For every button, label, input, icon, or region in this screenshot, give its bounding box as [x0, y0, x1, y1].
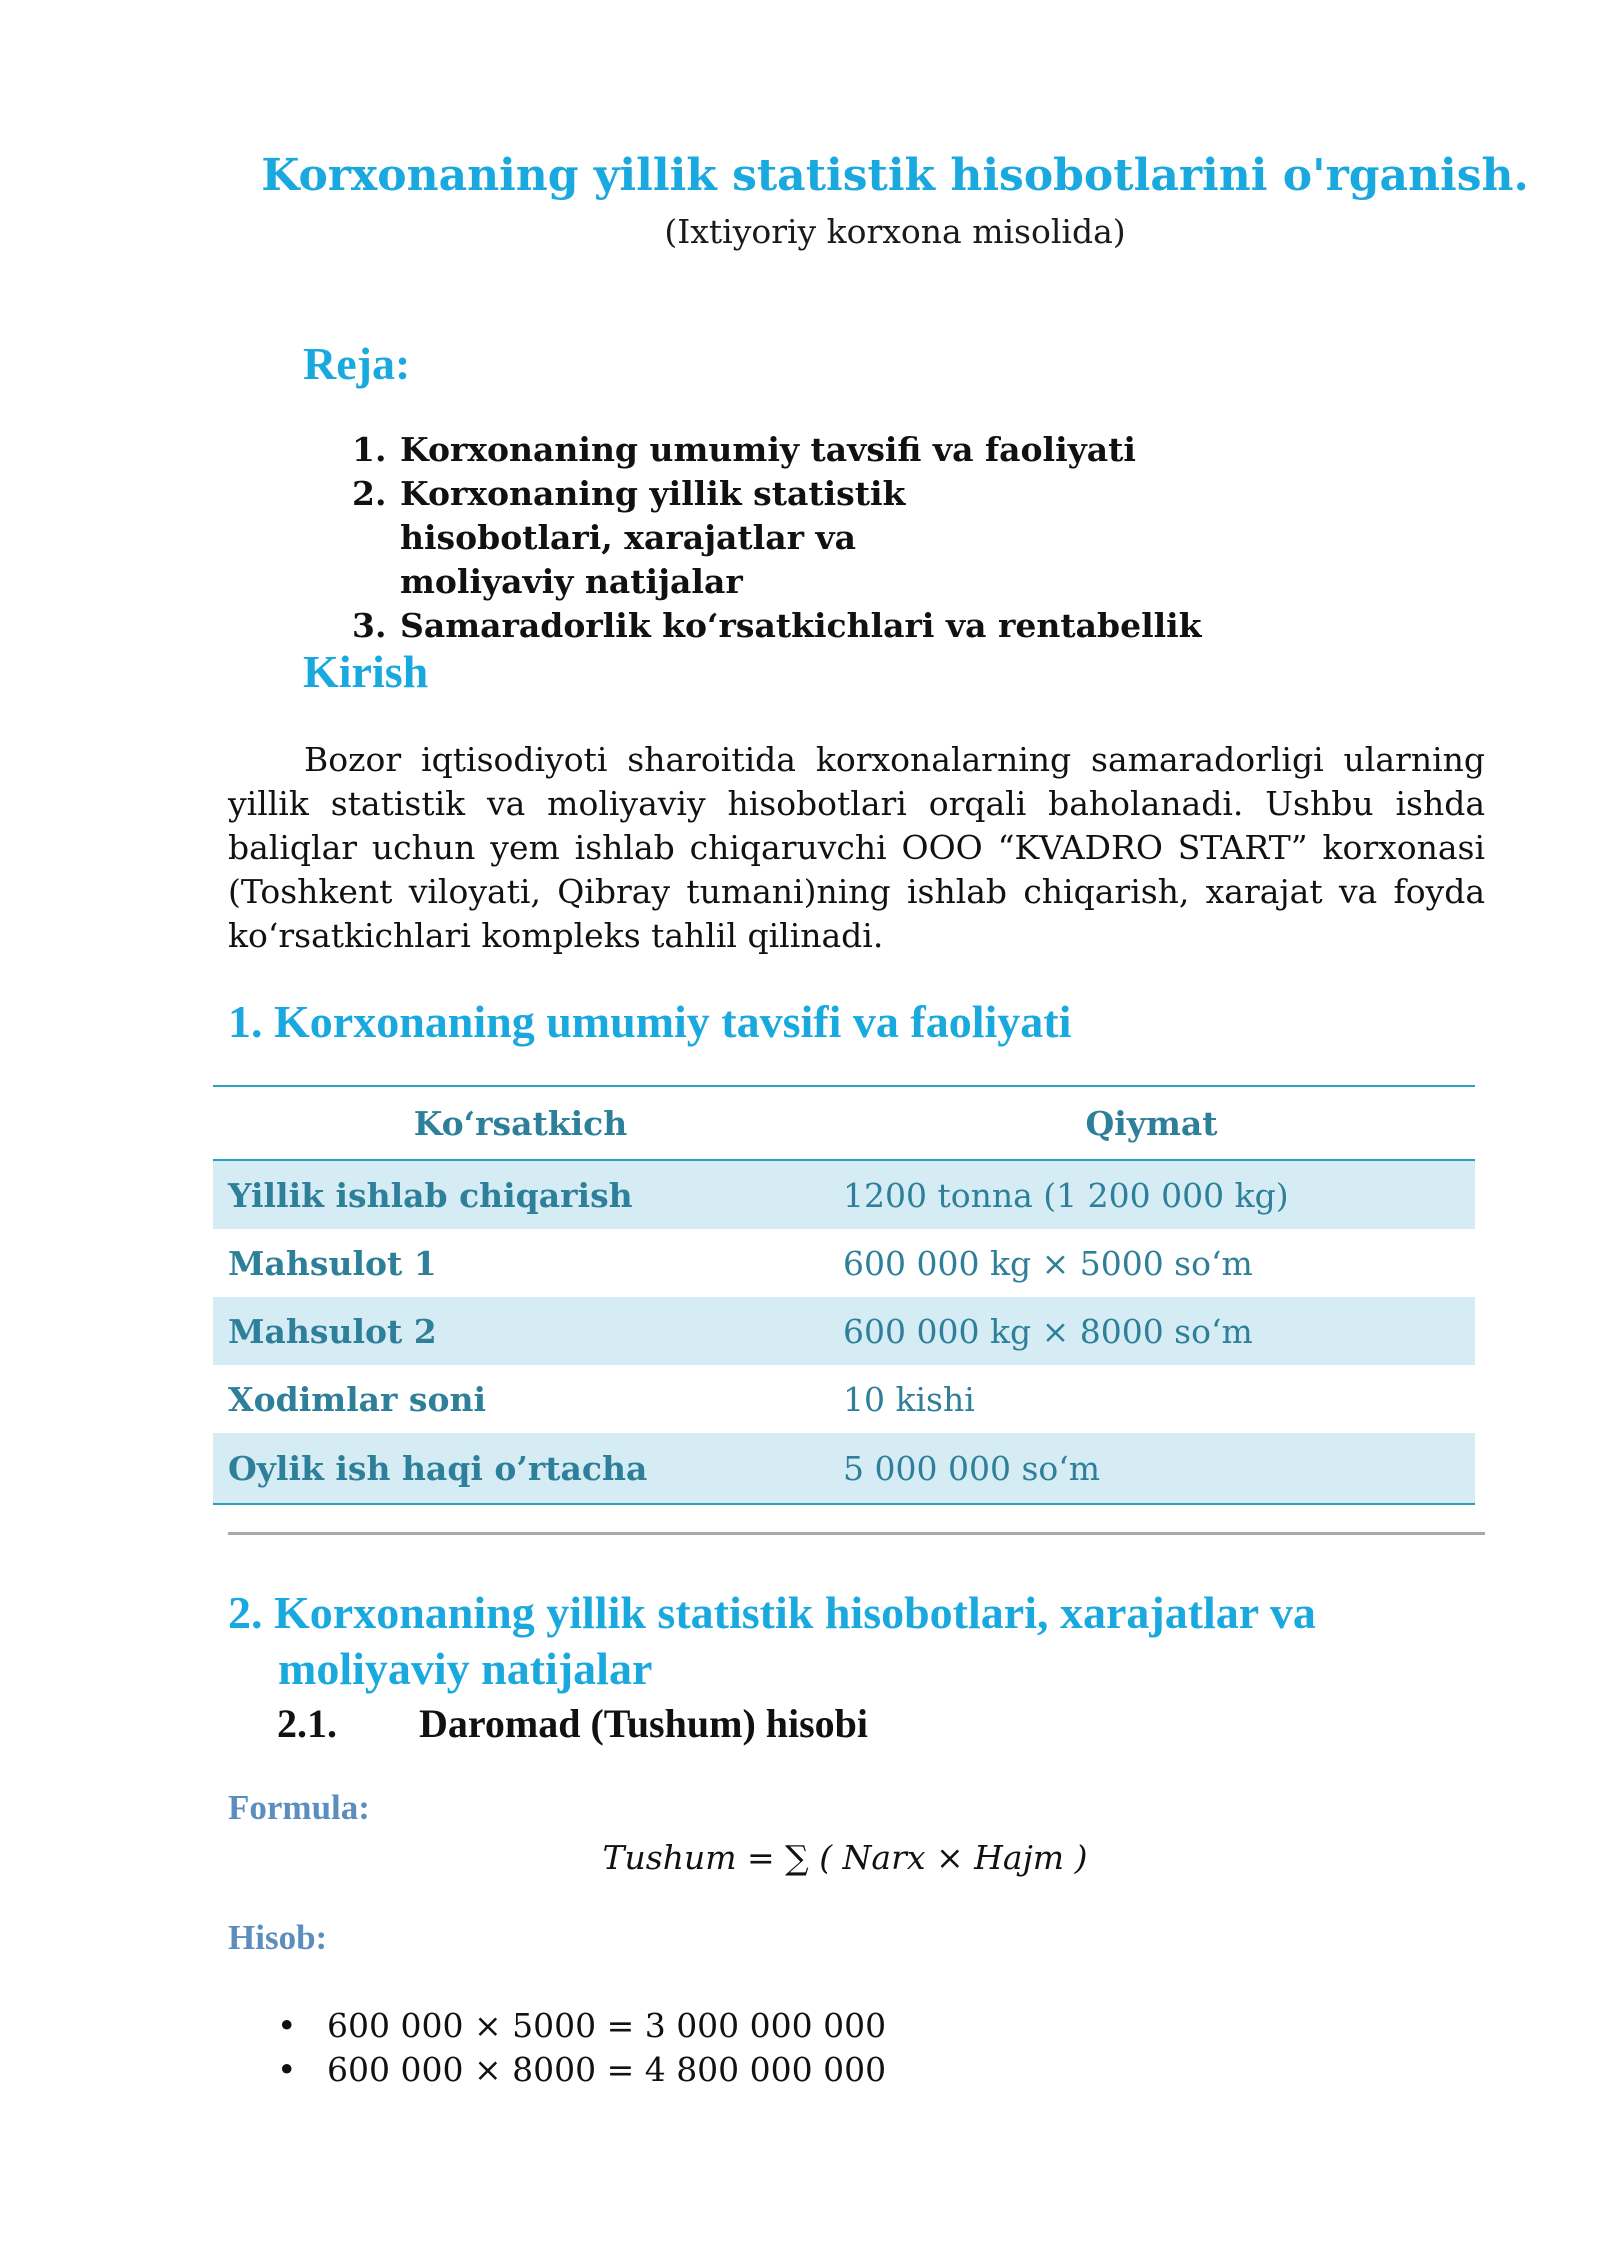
bullet-icon: •	[277, 2006, 297, 2045]
section2-heading-line1: 2. Korxonaning yillik statistik hisobotlari, xarajatlar va	[228, 1587, 1316, 1638]
table-cell-indicator: Xodimlar soni	[228, 1379, 487, 1419]
table-cell-value: 5 000 000 so‘m	[828, 1433, 1475, 1504]
section1-heading: 1. Korxonaning umumiy tavsifi va faoliyati	[228, 996, 1072, 1047]
subsection-heading	[277, 1700, 868, 1747]
plan-item-text: Samaradorlik ko‘rsatkichlari va rentabellik	[400, 606, 1202, 645]
table-header-row	[213, 1086, 1475, 1160]
plan-item-text: Korxonaning umumiy tavsifi va faoliyati	[400, 430, 1136, 469]
plan-item-number: 3.	[352, 606, 387, 645]
calculation-label: Hisob:	[228, 1918, 328, 1957]
table-row	[213, 1297, 1475, 1365]
document-subtitle: (Ixtiyoriy korxona misolida)	[664, 212, 1126, 251]
table-cell-indicator: Mahsulot 2	[213, 1297, 828, 1365]
company-overview-table	[213, 1085, 1475, 1505]
plan-item-text: Korxonaning yillik statistik hisobotlari, xarajatlar va moliyaviy natijalar	[400, 474, 906, 601]
table-row	[213, 1229, 1475, 1297]
column-header: Ko‘rsatkich	[213, 1086, 828, 1160]
calculation-text: 600 000 × 8000 = 4 800 000 000	[327, 2050, 887, 2089]
table-cell-indicator: Yillik ishlab chiqarish	[213, 1160, 828, 1229]
section2-heading	[228, 1585, 1478, 1697]
plan-item-number: 2.	[352, 474, 387, 513]
table-cell-indicator: Oylik ish haqi o’rtacha	[213, 1433, 828, 1504]
calculation-list	[277, 2004, 886, 2092]
table-row	[213, 1433, 1475, 1504]
list-item	[277, 2004, 886, 2048]
intro-heading: Kirish	[303, 646, 429, 697]
section2-heading-line2: moliyaviy natijalar	[278, 1643, 653, 1694]
revenue-formula: Tushum = ∑ ( Narx × Hajm )	[602, 1838, 1088, 1877]
horizontal-divider	[228, 1532, 1485, 1535]
subsection-title: Daromad (Tushum) hisobi	[419, 1701, 869, 1746]
document-title: Korxonaning yillik statistik hisobotlarini o'rganish.	[261, 150, 1529, 201]
plan-item-number: 1.	[352, 430, 387, 469]
list-item	[277, 2048, 886, 2092]
plan-item	[352, 604, 1352, 648]
table-cell-value: 600 000 kg × 5000 so‘m	[843, 1243, 1253, 1283]
intro-paragraph: Bozor iqtisodiyoti sharoitida korxonalarning samaradorligi ularning yillik statistik va moliyaviy hisobotlari orqali baholanadi. Ushbu ishda baliqlar uchun yem ishlab chiqaruvchi OOO “KVADRO START” korxonasi (Toshkent viloyati, Qibray tumani)ning ishlab chiqarish, xarajat va foyda ko‘rsatkichlari kompleks tahlil qilinadi.	[228, 740, 1485, 955]
table-cell-indicator: Mahsulot 1	[228, 1243, 437, 1283]
table-cell-value: 1200 tonna (1 200 000 kg)	[828, 1160, 1475, 1229]
table-cell-value: 10 kishi	[843, 1379, 975, 1419]
calculation-text: 600 000 × 5000 = 3 000 000 000	[327, 2006, 887, 2045]
table-row	[213, 1160, 1475, 1229]
bullet-icon: •	[277, 2050, 297, 2089]
formula-label: Formula:	[228, 1788, 370, 1827]
plan-heading: Reja:	[303, 338, 411, 389]
subsection-number: 2.1.	[277, 1701, 337, 1746]
column-header: Qiymat	[828, 1086, 1475, 1160]
plan-item	[352, 428, 1352, 472]
table-row	[213, 1365, 1475, 1433]
plan-item	[352, 472, 1352, 604]
plan-list	[352, 428, 1352, 648]
table-cell-value: 600 000 kg × 8000 so‘m	[828, 1297, 1475, 1365]
